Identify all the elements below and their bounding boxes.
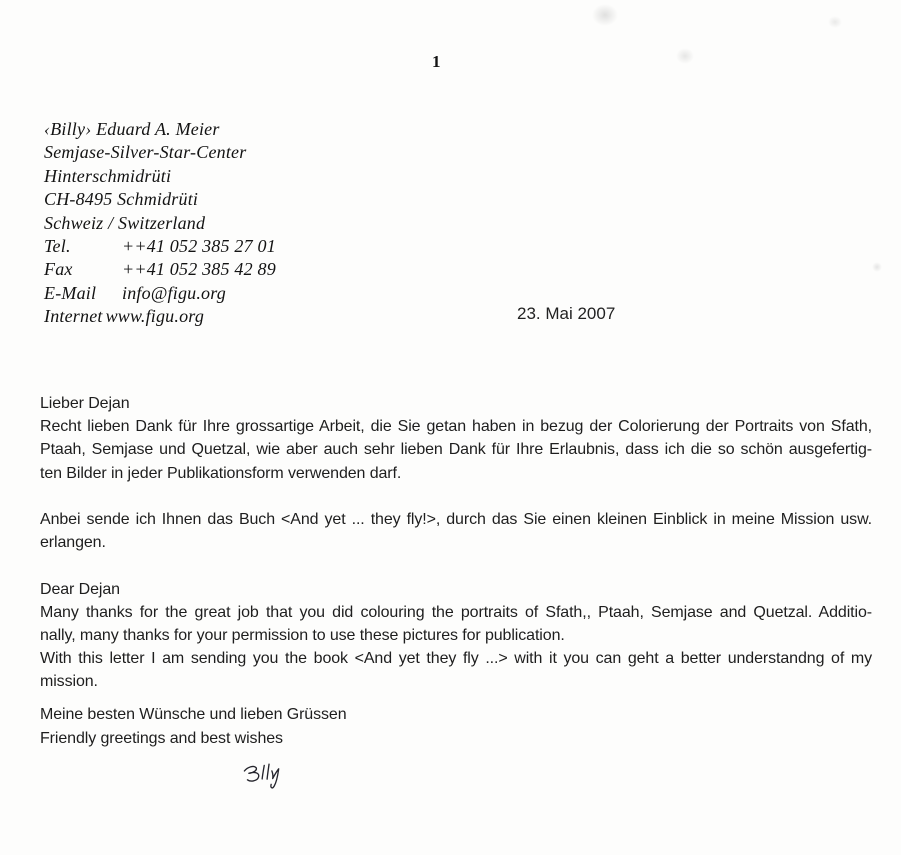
sender-name: ‹Billy› Eduard A. Meier xyxy=(44,119,220,139)
scan-speckle xyxy=(676,48,694,64)
signature-handwriting xyxy=(238,752,308,798)
salutation-en: Dear Dejan xyxy=(40,580,120,598)
sender-locality: Hinterschmidrüti xyxy=(44,165,172,186)
fax-value: ++41 052 385 42 89 xyxy=(122,259,276,280)
fax-label: Fax xyxy=(44,259,73,280)
body-line: erlangen. xyxy=(40,534,106,552)
letter-date: 23. Mai 2007 xyxy=(517,304,616,323)
scan-speckle xyxy=(872,262,882,272)
body-line: Recht lieben Dank für Ihre grossartige Arbeit, die Sie getan haben in bezug der Colorierung der Portraits von Sfath, xyxy=(40,418,872,436)
contact-row-tel xyxy=(44,235,276,258)
letter-body xyxy=(40,392,872,750)
body-line: With this letter I am sending you the book <And yet they fly ...> with it you can geht a better understandng of my xyxy=(40,650,872,668)
body-line: mission. xyxy=(40,673,98,691)
body-line: Ptaah, Semjase und Quetzal, wie aber auch sehr lieben Dank für Ihre Erlaubnis, dass ich die so schön ausgefertig- xyxy=(40,441,872,459)
tel-label: Tel. xyxy=(44,236,71,257)
body-line: ten Bilder in jeder Publikationsform verwenden darf. xyxy=(40,464,402,482)
body-line: Anbei sende ich Ihnen das Buch <And yet ... they fly!>, durch das Sie einen kleinen Einblick in meine Mission usw. xyxy=(40,510,872,528)
signature-billy-icon xyxy=(238,752,308,798)
blank-line xyxy=(40,693,872,703)
salutation-de: Lieber Dejan xyxy=(40,395,130,412)
scan-speckle xyxy=(592,4,618,26)
internet-value: www.figu.org xyxy=(105,306,205,327)
page-number: 1 xyxy=(432,52,441,71)
email-label: E-Mail xyxy=(44,282,97,303)
contact-row-internet xyxy=(44,305,276,328)
scan-speckle xyxy=(828,16,842,28)
contact-row-email xyxy=(44,282,276,305)
tel-value: ++41 052 385 27 01 xyxy=(122,236,276,257)
blank-line xyxy=(40,485,872,508)
closing-de: Meine besten Wünsche und lieben Grüssen xyxy=(40,706,347,724)
sender-center: Semjase-Silver-Star-Center xyxy=(44,142,247,163)
sender-country: Schweiz / Switzerland xyxy=(44,212,206,233)
body-line: Many thanks for the great job that you did colouring the portraits of Sfath,, Ptaah, Semjase and Quetzal. Additio- xyxy=(40,603,872,621)
email-value: info@figu.org xyxy=(122,282,226,303)
sender-postcode: CH-8495 Schmidrüti xyxy=(44,189,199,210)
closing-en: Friendly greetings and best wishes xyxy=(40,729,283,747)
body-line: nally, many thanks for your permission to use these pictures for publication. xyxy=(40,626,565,644)
blank-line xyxy=(40,554,872,577)
contact-row-fax xyxy=(44,258,276,281)
letterhead xyxy=(44,118,276,329)
internet-label: Internet xyxy=(44,306,103,327)
